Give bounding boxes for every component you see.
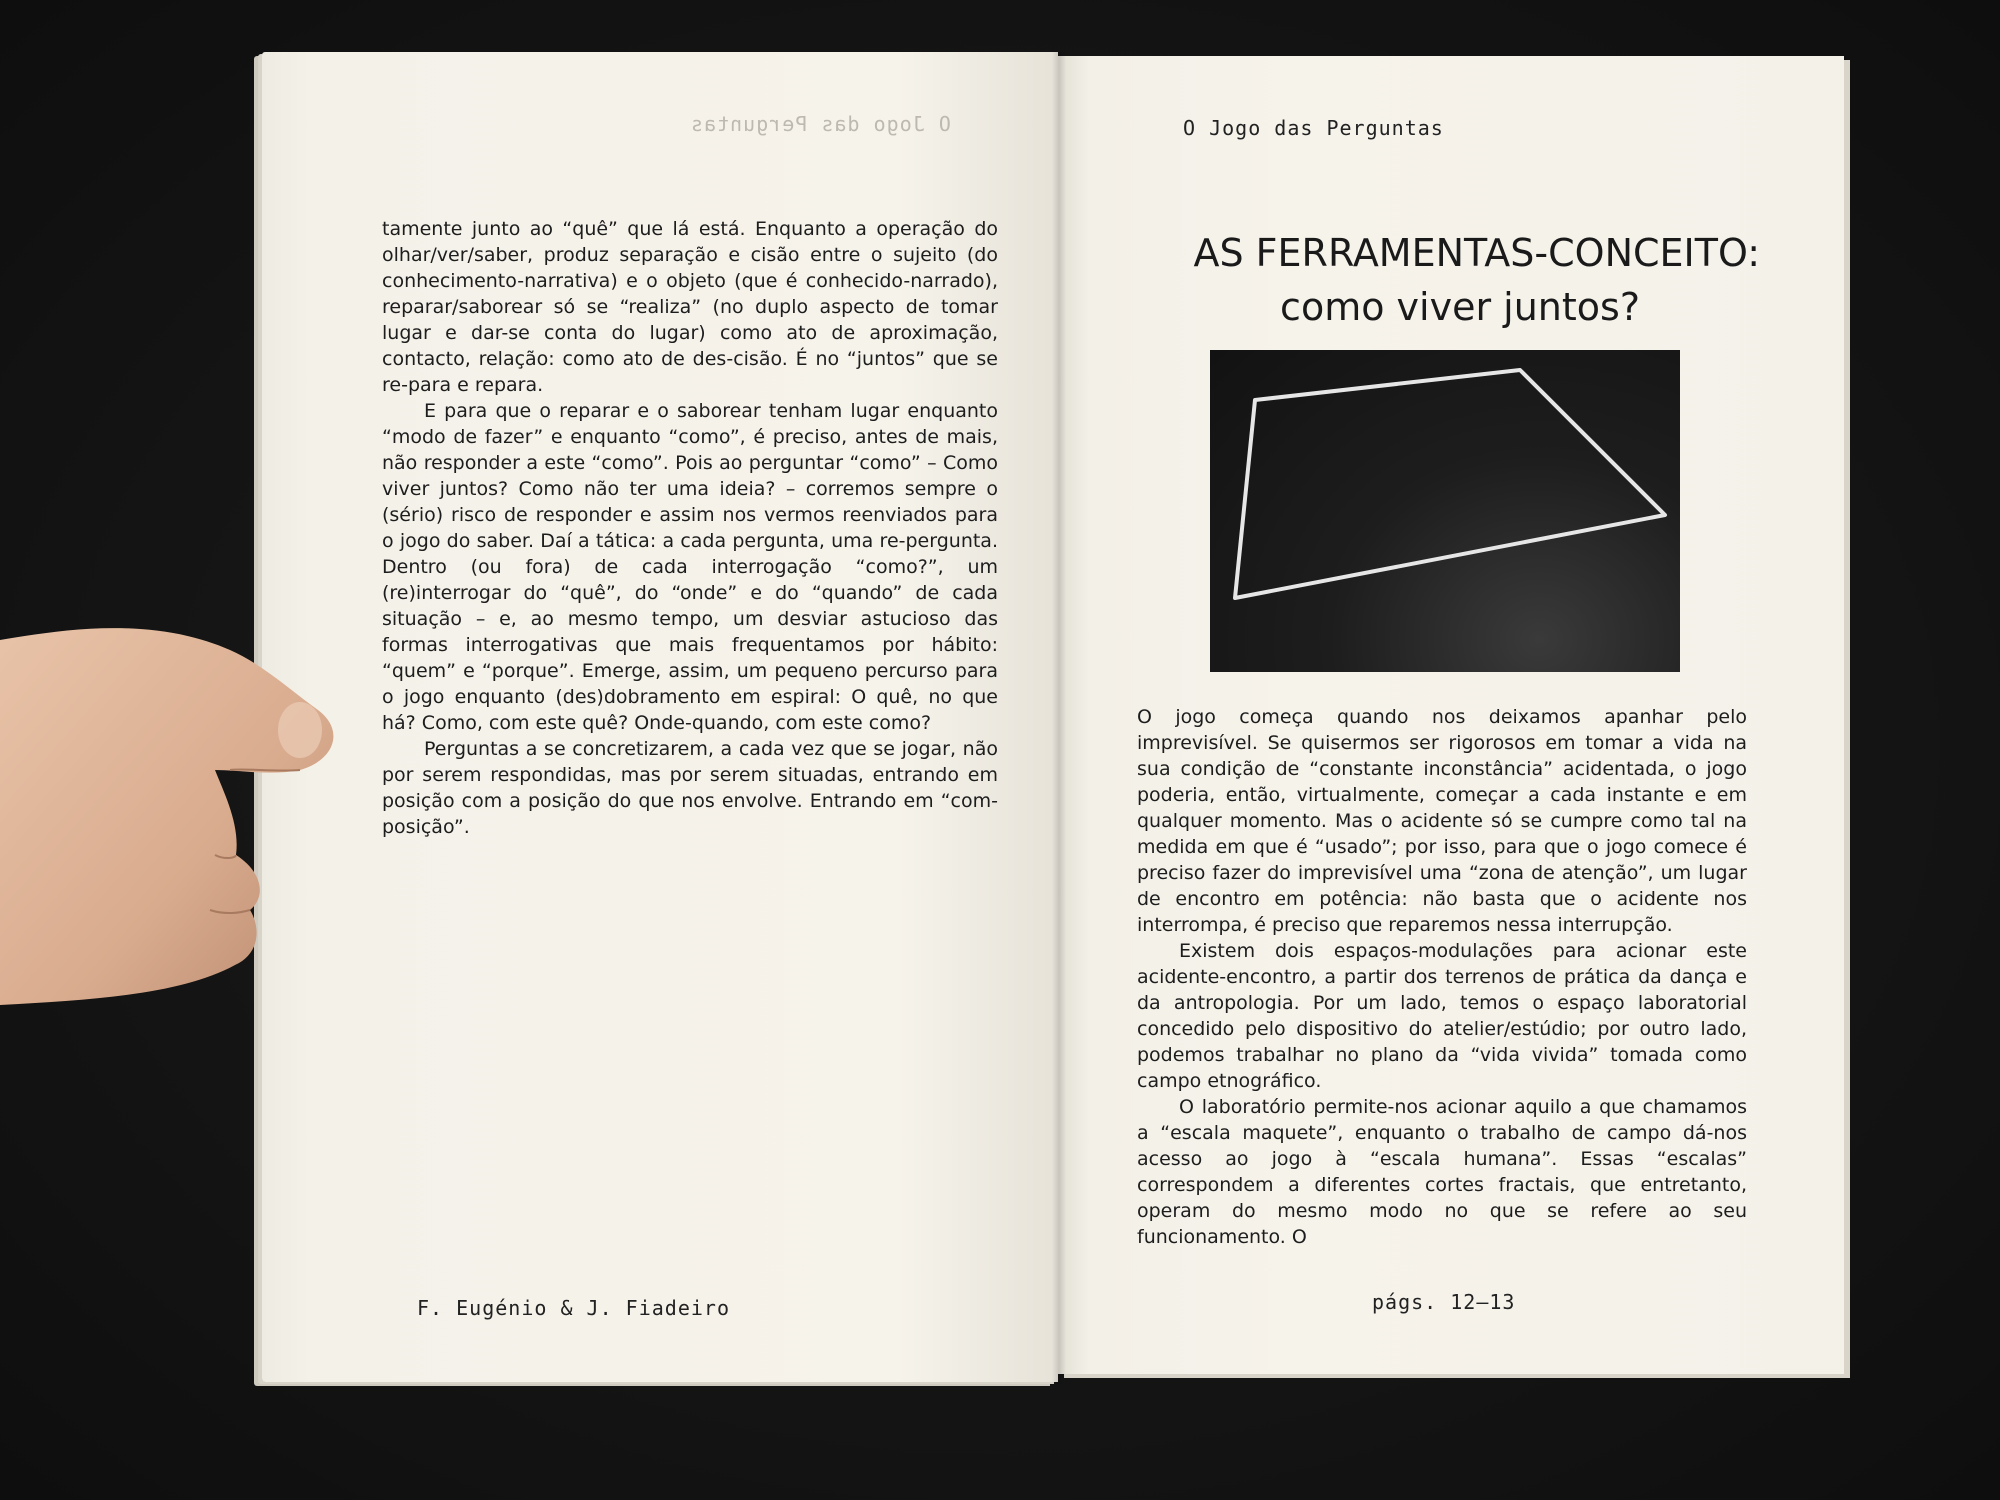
right-footer: págs. 12–13 xyxy=(1372,1290,1516,1314)
left-body-text xyxy=(382,216,998,840)
right-paragraph-1: O jogo começa quando nos deixamos apanhar pelo imprevisível. Se quisermos ser rigorosos em tomar a vida na sua condição de “constante inconstância” acidentada, o jogo poderia, então, virtualmente, começar a cada instante e em qualquer momento. Mas o acidente só se cumpre como tal na medida em que é “usado”; por isso, para que o jogo comece é preciso fazer do imprevisível uma “zona de atenção”, um lugar de encontro em potência: não basta que o acidente nos interrompa, é preciso que reparemos nessa interrupção. xyxy=(1137,706,1747,936)
left-paragraph-1: tamente junto ao “quê” que lá está. Enquanto a operação do olhar/ver/saber, produz separação e cisão entre o sujeito (do conhecimento-narrativa) e o objeto (que é conhecido-narrado), reparar/saborear só se “realiza” (no duplo aspecto de tomar lugar e dar-se conta do lugar) como ato de aproximação, contacto, relação: como ato de des-cisão. É no “juntos” que se re-para e repara. xyxy=(382,218,998,396)
right-running-head: O Jogo das Perguntas xyxy=(1183,116,1444,140)
chapter-title-line-1: AS FERRAMENTAS-CONCEITO: xyxy=(1193,231,1760,275)
right-paragraph-3: O laboratório permite-nos acionar aquilo a que chamamos a “escala maquete”, enquanto o trabalho de campo dá-nos acesso ao jogo à “escala humana”. Essas “escalas” correspondem a diferentes cortes fractais, que entretanto, operam do mesmo modo no que se refere ao seu funcionamento. O xyxy=(1137,1096,1747,1248)
chapter-title-line-2: como viver juntos? xyxy=(1280,285,1640,329)
tape-quadrilateral-figure xyxy=(1210,350,1680,672)
right-body-text xyxy=(1137,704,1747,1250)
tape-square-photo xyxy=(1210,350,1680,672)
left-paragraph-2: E para que o reparar e o saborear tenham lugar enquanto “modo de fazer” e enquanto “como”, é preciso, antes de mais, não responder a este “como”. Pois ao perguntar “como” – Como viver juntos? Como não ter uma ideia? – corremos sempre o (sério) risco de responder e assim nos vermos reenviados para o jogo do saber. Daí a tática: a cada pergunta, uma re-pergunta. Dentro (ou fora) de cada interrogação “como?”, um (re)interrogar do “quê”, do “onde” e do “quando” de cada situação – e, ao mesmo tempo, um desviar astucioso das formas interrogativas que mais frequentamos por hábito: “quem” e “porque”. Emerge, assim, um pequeno percurso para o jogo enquanto (des)dobramento em espiral: O quê, no que há? Como, com este quê? Onde-quando, com este como? xyxy=(382,400,998,734)
hand-holding-book xyxy=(0,620,340,1010)
right-paragraph-2: Existem dois espaços-modulações para acionar este acidente-encontro, a partir dos terrenos de prática da dança e da antropologia. Por um lado, temos o espaço laboratorial concedido pelo dispositivo do atelier/estúdio; por outro lado, podemos trabalhar no plano da “vida vivida” tomada como campo etnográfico. xyxy=(1137,940,1747,1092)
chapter-title xyxy=(1140,226,1760,334)
left-footer: F. Eugénio & J. Fiadeiro xyxy=(417,1296,730,1320)
book-gutter xyxy=(1052,52,1066,1384)
left-paragraph-3: Perguntas a se concretizarem, a cada vez que se jogar, não por serem respondidas, mas por serem situadas, entrando em posição com a posição do que nos envolve. Entrando em “com-posição”. xyxy=(382,738,998,838)
left-running-head-showthrough: O Jogo das Perguntas xyxy=(690,112,951,136)
